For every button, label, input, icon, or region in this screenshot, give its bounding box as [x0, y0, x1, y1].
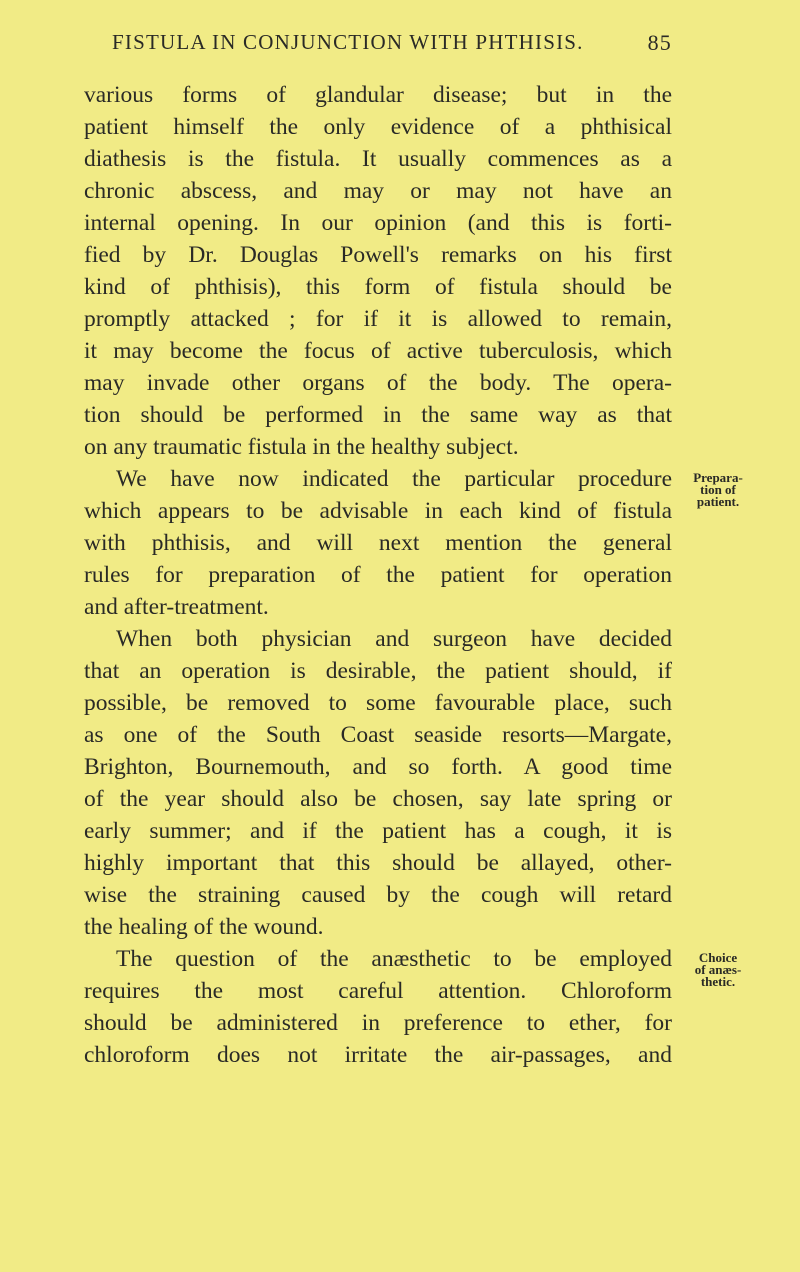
- text-line: We have now indicated the particular procedure: [116, 466, 672, 492]
- text-line: chloroform does not irritate the air-passages, and: [84, 1042, 672, 1068]
- margin-note-line: of anæs-: [694, 962, 742, 977]
- text-line: When both physician and surgeon have decided: [116, 626, 672, 652]
- text-line: internal opening. In our opinion (and this is forti-: [84, 210, 672, 236]
- page-number: 85: [647, 30, 672, 55]
- text-line: it may become the focus of active tuberculosis, which: [84, 338, 672, 364]
- text-line: tion should be performed in the same way as that: [84, 402, 672, 428]
- running-header: [112, 30, 672, 60]
- margin-note-line: Prepara-: [693, 470, 743, 485]
- margin-note-line: Choice: [698, 950, 738, 965]
- text-line: the healing of the wound.: [84, 914, 324, 940]
- text-line: rules for preparation of the patient for operation: [84, 562, 672, 588]
- text-line: on any traumatic fistula in the healthy subject.: [84, 434, 519, 460]
- margin-note-line: thetic.: [700, 974, 736, 989]
- text-line: of the year should also be chosen, say late spring or: [84, 786, 672, 812]
- text-line: The question of the anæsthetic to be employed: [116, 946, 672, 972]
- text-line: kind of phthisis), this form of fistula should be: [84, 274, 672, 300]
- text-line: diathesis is the fistula. It usually commences as a: [84, 146, 672, 172]
- text-line: chronic abscess, and may or may not have an: [84, 178, 672, 204]
- text-line: which appears to be advisable in each kind of fistula: [84, 498, 672, 524]
- text-line: highly important that this should be allayed, other-: [84, 850, 672, 876]
- text-line: with phthisis, and will next mention the general: [84, 530, 672, 556]
- text-line: that an operation is desirable, the patient should, if: [84, 658, 672, 684]
- text-line: wise the straining caused by the cough will retard: [84, 882, 672, 908]
- margin-note-preparation: [678, 472, 758, 508]
- text-line: and after-treatment.: [84, 594, 269, 620]
- text-line: requires the most careful attention. Chloroform: [84, 978, 672, 1004]
- running-title: FISTULA IN CONJUNCTION WITH PHTHISIS.: [112, 30, 584, 54]
- margin-note-line: patient.: [696, 494, 740, 509]
- margin-note-line: tion of: [700, 482, 736, 497]
- text-line: early summer; and if the patient has a cough, it is: [84, 818, 672, 844]
- text-line: as one of the South Coast seaside resorts—Margate,: [84, 722, 672, 748]
- text-line: possible, be removed to some favourable place, such: [84, 690, 672, 716]
- text-line: may invade other organs of the body. The opera-: [84, 370, 672, 396]
- text-line: Brighton, Bournemouth, and so forth. A good time: [84, 754, 672, 780]
- text-line: patient himself the only evidence of a phthisical: [84, 114, 672, 140]
- text-line: fied by Dr. Douglas Powell's remarks on his first: [84, 242, 672, 268]
- text-line: should be administered in preference to ether, for: [84, 1010, 672, 1036]
- margin-note-anaesthetic: [678, 952, 758, 988]
- text-line: various forms of glandular disease; but in the: [84, 82, 672, 108]
- text-line: promptly attacked ; for if it is allowed to remain,: [84, 306, 672, 332]
